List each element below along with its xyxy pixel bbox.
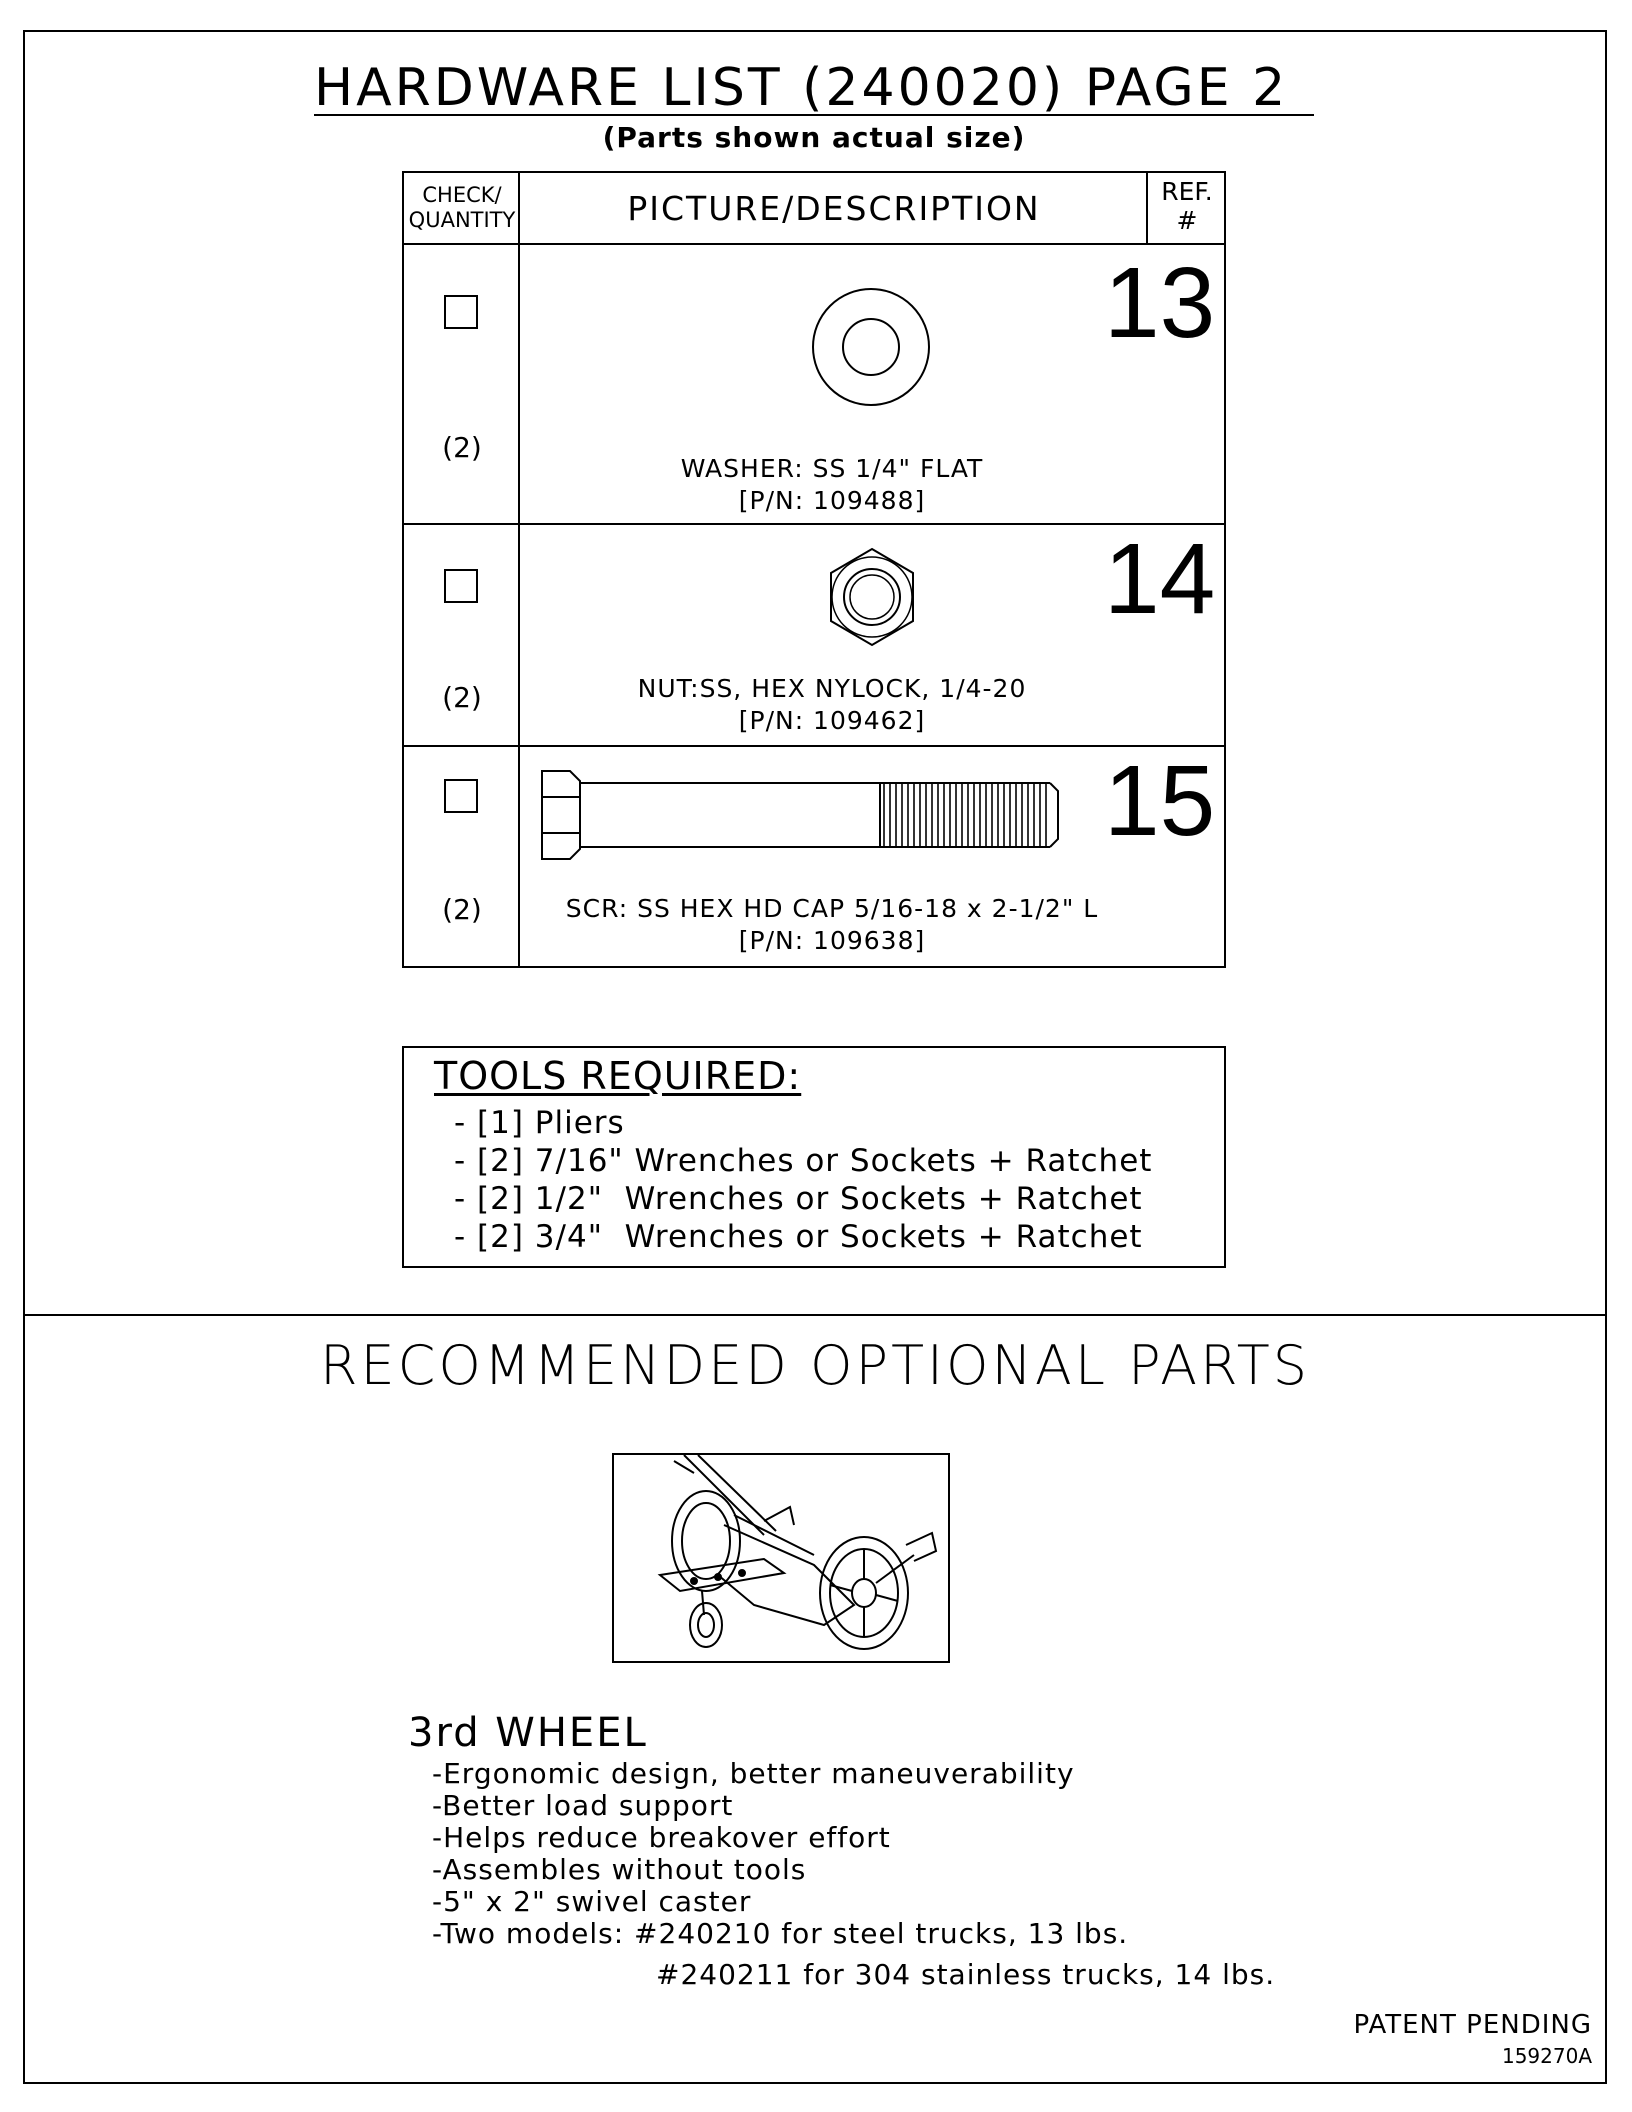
part-description-15 [520, 893, 1144, 957]
product-title: 3rd WHEEL [408, 1710, 648, 1756]
feature-item: -Helps reduce breakover effort [432, 1821, 891, 1854]
tool-item: - [2] 1/2" Wrenches or Sockets + Ratchet [454, 1181, 1143, 1217]
hex-nut-icon [820, 545, 924, 649]
quantity-14: (2) [442, 681, 482, 714]
part-name-14: NUT:SS, HEX NYLOCK, 1/4-20 [637, 674, 1027, 703]
tool-item: - [2] 7/16" Wrenches or Sockets + Ratchet [454, 1143, 1153, 1179]
table-divider [518, 173, 520, 966]
hex-cap-screw-icon [540, 769, 1062, 861]
part-number-14: [P/N: 109462] [738, 706, 926, 735]
ref-number-14: 14 [1104, 523, 1216, 635]
check-box-13[interactable] [444, 295, 478, 329]
ref-number-13: 13 [1104, 247, 1216, 359]
ref-number-15: 15 [1104, 745, 1216, 857]
column-header-description: PICTURE/DESCRIPTION [627, 189, 1041, 228]
hardware-table [402, 171, 1226, 968]
feature-item: -Assembles without tools [432, 1853, 807, 1886]
check-box-15[interactable] [444, 779, 478, 813]
patent-notice: PATENT PENDING [1353, 2010, 1592, 2040]
part-name-13: WASHER: SS 1/4" FLAT [680, 454, 984, 483]
page-subtitle: (Parts shown actual size) [602, 121, 1026, 154]
part-number-13: [P/N: 109488] [738, 486, 926, 515]
third-wheel-illustration-icon [614, 1455, 948, 1661]
column-header-check-quantity [404, 173, 520, 245]
column-header-ref [1148, 173, 1226, 245]
column-header-ref-label: REF. [1161, 177, 1213, 206]
tools-required-title: TOOLS REQUIRED: [434, 1054, 802, 1098]
feature-item: -5" x 2" swivel caster [432, 1885, 752, 1918]
washer-icon [809, 285, 933, 409]
feature-item: -Better load support [432, 1789, 734, 1822]
part-name-15: SCR: SS HEX HD CAP 5/16-18 x 2-1/2" L [565, 894, 1099, 923]
tool-item: - [1] Pliers [454, 1105, 625, 1141]
feature-item: -Ergonomic design, better maneuverability [432, 1757, 1075, 1790]
tools-required-box [402, 1046, 1226, 1268]
page-title: HARDWARE LIST (240020) PAGE 2 [314, 58, 1289, 118]
table-divider [404, 523, 1224, 525]
recommended-parts-heading: RECOMMENDED OPTIONAL PARTS [320, 1334, 1310, 1397]
column-header-check: CHECK/ [422, 183, 502, 207]
third-wheel-picture [612, 1453, 950, 1663]
model-240211-line: #240211 for 304 stainless trucks, 14 lbs. [656, 1958, 1276, 1991]
column-header-ref-hash: # [1176, 206, 1198, 235]
document-number: 159270A [1501, 2044, 1592, 2068]
check-box-14[interactable] [444, 569, 478, 603]
table-divider [404, 745, 1224, 747]
feature-item: -Two models: #240210 for steel trucks, 13 lbs. [432, 1917, 1129, 1950]
quantity-15: (2) [442, 893, 482, 926]
tool-item: - [2] 3/4" Wrenches or Sockets + Ratchet [454, 1219, 1143, 1255]
section-divider [23, 1314, 1607, 1316]
part-description-14 [520, 673, 1144, 737]
part-description-13 [520, 453, 1144, 517]
product-features-list [432, 1758, 1128, 1950]
column-header-quantity: QUANTITY [408, 208, 516, 232]
tools-list [454, 1104, 1152, 1256]
title-underline [314, 114, 1314, 116]
quantity-13: (2) [442, 431, 482, 464]
part-number-15: [P/N: 109638] [738, 926, 926, 955]
